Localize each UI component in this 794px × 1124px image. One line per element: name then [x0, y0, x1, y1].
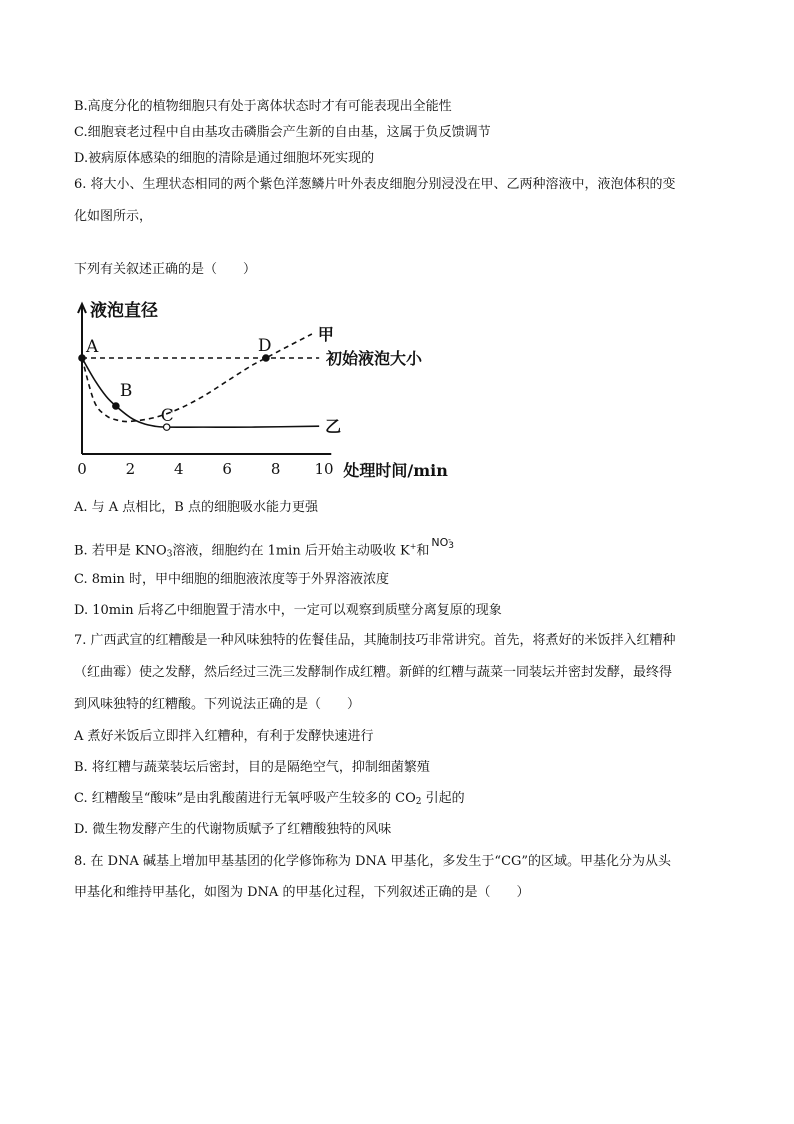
question-8-line2: 甲基化和维持甲基化，如图为 DNA 的甲基化过程，下列叙述正确的是（ ） — [74, 885, 530, 900]
option-6b-plus: + — [409, 542, 417, 551]
chart-series — [82, 334, 319, 427]
option-6b-sub: 3 — [166, 549, 173, 560]
x-tick-label: 6 — [222, 460, 232, 478]
point-label-B: B — [119, 381, 133, 401]
option-7b: B. 将红糟与蔬菜装坛后密封，目的是隔绝空气，抑制细菌繁殖 — [74, 760, 430, 775]
series-label-2: 初始液泡大小 — [326, 349, 423, 368]
option-7a: A 煮好米饭后立即拌入红糟种，有利于发酵快速进行 — [74, 729, 374, 744]
x-tick-label: 10 — [314, 460, 334, 478]
point-label-C: C — [160, 406, 174, 427]
option-6b-pre: B. 若甲是 KNO — [74, 543, 167, 559]
point-B — [113, 403, 119, 409]
x-tick-label: 8 — [270, 460, 281, 478]
nitrate-ion: NO3- — [431, 534, 455, 552]
option-5b: B.高度分化的植物细胞只有处于离体状态时才有可能表现出全能性 — [74, 99, 452, 114]
point-A — [79, 355, 85, 361]
question-8-line1: 8. 在 DNA 碱基上增加甲基基团的化学修饰称为 DNA 甲基化，多发生于“CG”的区域。甲基化分为从头 — [74, 854, 672, 869]
option-5d: D.被病原体感染的细胞的清除是通过细胞坏死实现的 — [74, 151, 375, 166]
question-7-line1: 7. 广西武宣的红糟酸是一种风味独特的佐餐佳品，其腌制技巧非常讲究。首先，将煮好的米饭拌入红糟种 — [74, 633, 676, 648]
x-axis-label: 处理时间/min — [343, 461, 448, 480]
option-5c: C.细胞衰老过程中自由基攻击磷脂会产生新的自由基，这属于负反馈调节 — [74, 125, 491, 140]
chart-points — [79, 355, 269, 431]
question-7-line3: 到风味独特的红糟酸。下列说法正确的是（ ） — [74, 697, 361, 712]
x-tick-label: 2 — [125, 460, 136, 478]
option-6c: C. 8min 时，甲中细胞的细胞液浓度等于外界溶液浓度 — [74, 572, 390, 587]
option-7c-sub: 2 — [415, 797, 422, 807]
option-7d: D. 微生物发酵产生的代谢物质赋予了红糟酸独特的风味 — [74, 822, 392, 837]
y-axis-label: 液泡直径 — [90, 301, 158, 321]
question-6-prompt: 下列有关叙述正确的是（ ） — [74, 262, 257, 277]
series-line-1 — [82, 358, 319, 427]
option-6d: D. 10min 后将乙中细胞置于清水中，一定可以观察到质壁分离复原的现象 — [74, 603, 502, 618]
series-label-1: 乙 — [325, 417, 342, 437]
question-6-stem-cont: 化如图所示， — [74, 209, 153, 224]
option-7c-pre: C. 红糟酸呈“酸味”是由乳酸菌进行无氧呼吸产生较多的 CO — [74, 791, 416, 806]
question-7-line2: （红曲霉）使之发酵，然后经过三洗三发酵制作成红糟。新鲜的红糟与蔬菜一同装坛并密封发酵，最终得 — [74, 665, 673, 680]
option-6a: A. 与 A 点相比，B 点的细胞吸水能力更强 — [74, 500, 318, 515]
chart-labels — [85, 325, 423, 436]
chart-axes — [77, 300, 448, 480]
option-7c-post: 引起的 — [421, 791, 465, 806]
option-6b-and: 和 — [416, 543, 430, 559]
vacuole-diameter-chart — [70, 292, 490, 484]
option-6b — [74, 534, 457, 564]
series-label-0: 甲 — [317, 325, 334, 344]
x-tick-label: 0 — [77, 460, 87, 478]
option-7c — [74, 789, 465, 812]
option-6b-post: 溶液，细胞约在 1min 后开始主动吸收 K — [172, 543, 410, 559]
point-label-A: A — [86, 337, 99, 357]
point-label-D: D — [257, 336, 272, 356]
question-6-stem: 6. 将大小、生理状态相同的两个紫色洋葱鳞片叶外表皮细胞分别浸没在甲、乙两种溶液中，液泡体积的变 — [74, 177, 676, 192]
x-tick-label: 4 — [174, 460, 184, 478]
